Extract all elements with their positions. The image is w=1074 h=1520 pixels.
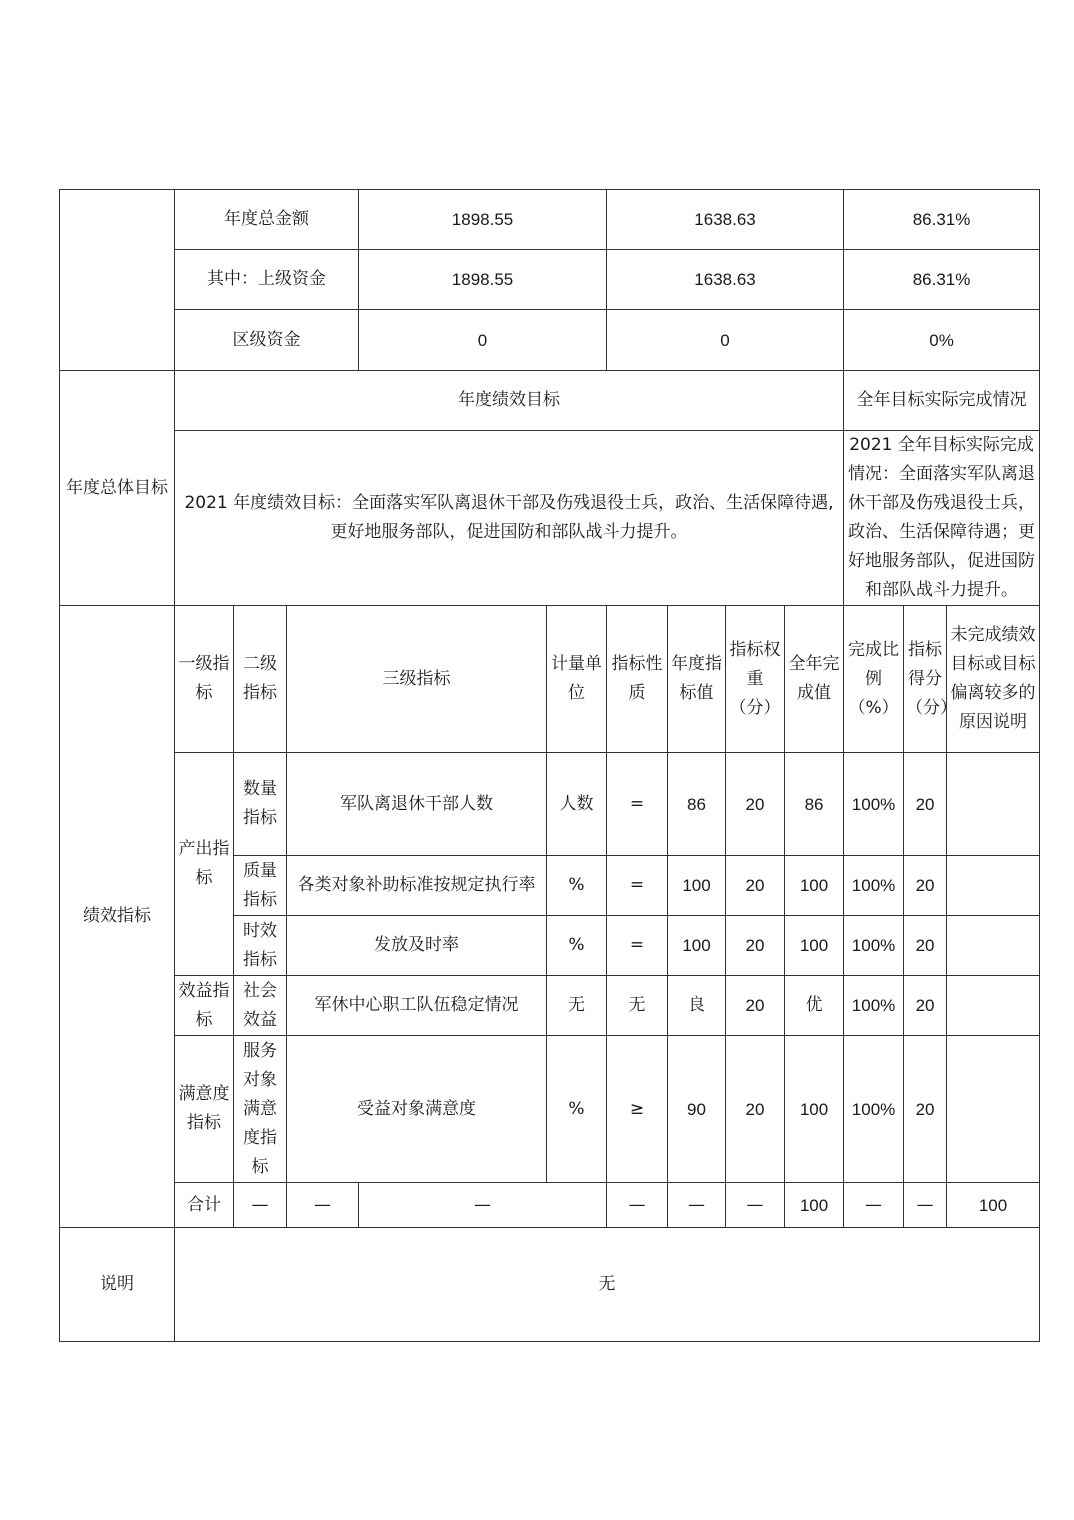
funds-rate: 86.31% [844, 250, 1040, 310]
funds-row-label: 其中：上级资金 [175, 250, 359, 310]
indicator-level3: 各类对象补助标准按规定执行率 [287, 856, 547, 916]
indicator-ratio: 100% [844, 856, 904, 916]
indicator-full-year: 86 [785, 753, 844, 856]
funds-actual: 1638.63 [607, 190, 844, 250]
indicator-nature: = [607, 856, 668, 916]
indicator-weight: 20 [726, 976, 785, 1036]
header-annual-value: 年度指标值 [668, 606, 726, 753]
indicator-level2: 质量指标 [234, 856, 287, 916]
indicator-nature: = [607, 916, 668, 976]
header-score: 指标得分（分） [904, 606, 947, 753]
funds-row [60, 310, 1040, 371]
remarks-label: 说明 [60, 1228, 175, 1342]
indicator-score: 20 [904, 1036, 947, 1183]
header-ratio: 完成比例（%） [844, 606, 904, 753]
indicator-score: 20 [904, 976, 947, 1036]
indicator-value: 100 [668, 916, 726, 976]
goals-content-row [60, 431, 1040, 606]
indicator-full-year: 100 [785, 1036, 844, 1183]
indicator-full-year: 100 [785, 916, 844, 976]
funds-rate: 0% [844, 310, 1040, 371]
funds-row [60, 250, 1040, 310]
indicator-row [60, 1036, 1040, 1183]
header-unit: 计量单位 [547, 606, 607, 753]
header-full-year: 全年完成值 [785, 606, 844, 753]
header-level3: 三级指标 [287, 606, 547, 753]
indicator-ratio: 100% [844, 976, 904, 1036]
indicator-unit: % [547, 856, 607, 916]
funds-budget: 0 [359, 310, 607, 371]
indicator-nature: = [607, 753, 668, 856]
indicator-value: 良 [668, 976, 726, 1036]
indicator-value: 90 [668, 1036, 726, 1183]
funds-budget: 1898.55 [359, 250, 607, 310]
indicator-nature: 无 [607, 976, 668, 1036]
group-satisfaction: 满意度指标 [175, 1036, 234, 1183]
total-label: 合计 [175, 1183, 234, 1228]
indicator-reason [947, 976, 1040, 1036]
indicator-score: 20 [904, 753, 947, 856]
funds-budget: 1898.55 [359, 190, 607, 250]
indicator-score: 20 [904, 916, 947, 976]
header-nature: 指标性质 [607, 606, 668, 753]
indicator-reason [947, 916, 1040, 976]
group-output: 产出指标 [175, 753, 234, 976]
funds-row-label: 年度总金额 [175, 190, 359, 250]
total-unit: — [607, 1183, 668, 1228]
indicator-unit: % [547, 1036, 607, 1183]
total-level3: — [359, 1183, 607, 1228]
funds-actual: 1638.63 [607, 250, 844, 310]
indicator-level2: 服务对象满意度指标 [234, 1036, 287, 1183]
indicator-weight: 20 [726, 856, 785, 916]
indicator-ratio: 100% [844, 1036, 904, 1183]
funds-actual: 0 [607, 310, 844, 371]
header-weight: 指标权重（分） [726, 606, 785, 753]
indicator-weight: 20 [726, 1036, 785, 1183]
header-reason: 未完成绩效目标或目标偏离较多的原因说明 [947, 606, 1040, 753]
goals-target-header: 年度绩效目标 [175, 371, 844, 431]
indicator-reason [947, 856, 1040, 916]
header-level1: 一级指标 [175, 606, 234, 753]
indicator-row [60, 753, 1040, 856]
indicator-row [60, 976, 1040, 1036]
goals-header-row [60, 371, 1040, 431]
performance-table [59, 189, 1040, 1342]
goals-actual-header: 全年目标实际完成情况 [844, 371, 1040, 431]
goals-target-text: 2021 年度绩效目标：全面落实军队离退休干部及伤残退役士兵，政治、生活保障待遇,更好地服务部队，促进国防和部队战斗力提升。 [175, 431, 844, 606]
indicator-value: 86 [668, 753, 726, 856]
indicator-value: 100 [668, 856, 726, 916]
total-level2: — [287, 1183, 359, 1228]
indicator-score: 20 [904, 856, 947, 916]
indicator-level2: 时效指标 [234, 916, 287, 976]
indicator-unit: 人数 [547, 753, 607, 856]
indicator-level3: 军队离退休干部人数 [287, 753, 547, 856]
indicator-level3: 军休中心职工队伍稳定情况 [287, 976, 547, 1036]
indicator-ratio: 100% [844, 916, 904, 976]
total-full-year: — [844, 1183, 904, 1228]
total-row [60, 1183, 1040, 1228]
indicator-weight: 20 [726, 753, 785, 856]
indicators-section-label: 绩效指标 [60, 606, 175, 1228]
remarks-text: 无 [175, 1228, 1040, 1342]
total-ratio: — [904, 1183, 947, 1228]
header-level2: 二级指标 [234, 606, 287, 753]
funds-row-label: 区级资金 [175, 310, 359, 371]
total-score: 100 [947, 1183, 1040, 1228]
total-value: — [726, 1183, 785, 1228]
indicator-nature: ≥ [607, 1036, 668, 1183]
total-weight: 100 [785, 1183, 844, 1228]
indicator-level3: 发放及时率 [287, 916, 547, 976]
indicator-full-year: 100 [785, 856, 844, 916]
funds-section-label [60, 190, 175, 371]
indicator-ratio: 100% [844, 753, 904, 856]
indicators-header-row [60, 606, 1040, 753]
goals-actual-text: 2021 全年目标实际完成情况：全面落实军队离退休干部及伤残退役士兵，政治、生活保障待遇；更好地服务部队，促进国防和部队战斗力提升。 [844, 431, 1040, 606]
indicator-level3: 受益对象满意度 [287, 1036, 547, 1183]
indicator-unit: 无 [547, 976, 607, 1036]
total-nature: — [668, 1183, 726, 1228]
group-benefit: 效益指标 [175, 976, 234, 1036]
indicator-level2: 数量指标 [234, 753, 287, 856]
indicator-reason [947, 1036, 1040, 1183]
remarks-row [60, 1228, 1040, 1342]
indicator-reason [947, 753, 1040, 856]
total-level1: — [234, 1183, 287, 1228]
goals-section-label: 年度总体目标 [60, 371, 175, 606]
indicator-full-year: 优 [785, 976, 844, 1036]
indicator-unit: % [547, 916, 607, 976]
funds-row [60, 190, 1040, 250]
indicator-level2: 社会效益 [234, 976, 287, 1036]
funds-rate: 86.31% [844, 190, 1040, 250]
indicator-weight: 20 [726, 916, 785, 976]
